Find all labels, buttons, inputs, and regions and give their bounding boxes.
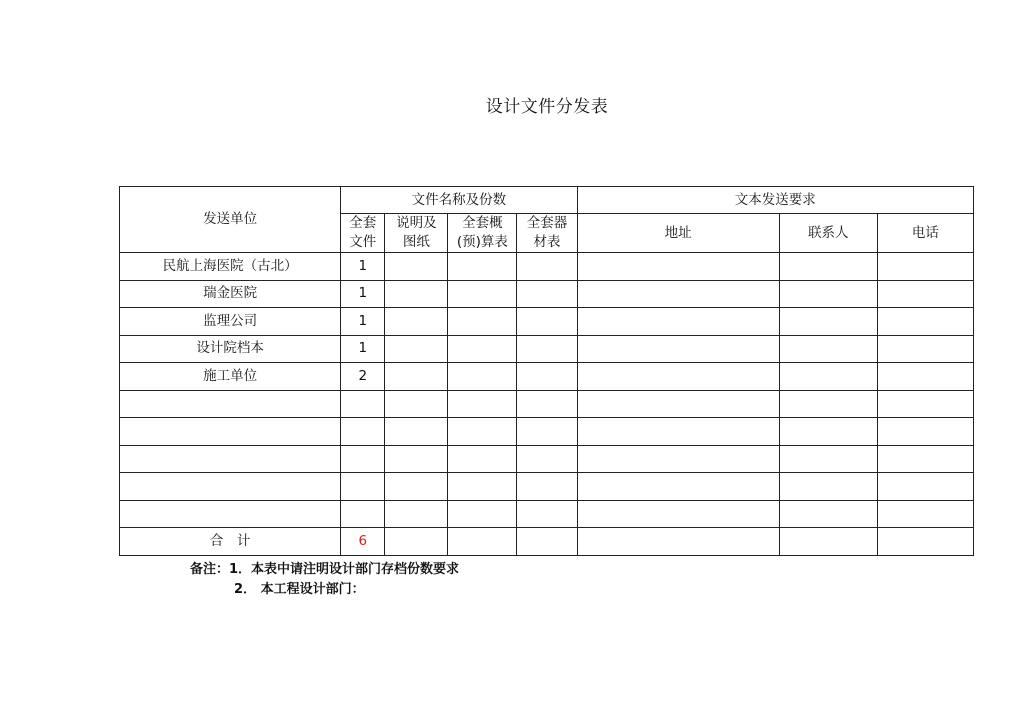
table-cell	[385, 528, 448, 556]
table-cell	[577, 445, 779, 473]
distribution-table	[119, 186, 974, 556]
table-cell	[577, 500, 779, 528]
table-row	[120, 390, 974, 418]
table-row	[120, 500, 974, 528]
row-unit: 设计院档本	[120, 335, 341, 363]
table-cell	[385, 500, 448, 528]
table-cell	[779, 445, 877, 473]
row-full-set-count: 2	[341, 363, 385, 391]
table-cell	[877, 335, 973, 363]
table-cell	[779, 335, 877, 363]
table-cell	[779, 473, 877, 501]
header-phone: 电话	[877, 214, 973, 253]
note-line-2: 2． 本工程设计部门：	[234, 582, 365, 597]
table-cell	[385, 473, 448, 501]
table-cell	[877, 500, 973, 528]
table-cell	[385, 445, 448, 473]
table-cell	[517, 445, 577, 473]
table-cell	[779, 363, 877, 391]
row-full-set-count	[341, 445, 385, 473]
table-cell	[448, 280, 517, 308]
header-full-set: 全套 文件	[341, 214, 385, 253]
table-cell	[385, 390, 448, 418]
table-cell	[385, 335, 448, 363]
table-cell	[877, 473, 973, 501]
header-contact: 联系人	[779, 214, 877, 253]
header-description: 说明及 图纸	[385, 214, 448, 253]
table-cell	[877, 445, 973, 473]
header-address: 地址	[577, 214, 779, 253]
row-full-set-count	[341, 418, 385, 446]
table-cell	[779, 280, 877, 308]
table-cell	[577, 363, 779, 391]
header-send-unit: 发送单位	[120, 187, 341, 253]
row-full-set-count: 1	[341, 280, 385, 308]
table-cell	[385, 418, 448, 446]
table-cell	[779, 500, 877, 528]
table-cell	[779, 418, 877, 446]
table-cell	[877, 528, 973, 556]
table-cell	[517, 280, 577, 308]
header-file-group: 文件名称及份数	[341, 187, 577, 214]
table-cell	[877, 253, 973, 281]
table-row	[120, 335, 974, 363]
row-full-set-count: 1	[341, 253, 385, 281]
note-line-1: 备注：1．本表中请注明设计部门存档份数要求	[190, 562, 460, 577]
total-label: 合 计	[120, 528, 341, 556]
table-cell	[577, 473, 779, 501]
table-cell	[385, 280, 448, 308]
header-send-requirements: 文本发送要求	[577, 187, 974, 214]
row-full-set-count	[341, 390, 385, 418]
table-row	[120, 280, 974, 308]
table-cell	[448, 473, 517, 501]
table-cell	[448, 500, 517, 528]
row-unit	[120, 473, 341, 501]
table-cell	[577, 390, 779, 418]
header-budget: 全套概 (预)算表	[448, 214, 517, 253]
table-cell	[517, 253, 577, 281]
table-row	[120, 418, 974, 446]
row-full-set-count: 1	[341, 308, 385, 336]
table-cell	[577, 528, 779, 556]
table-cell	[877, 390, 973, 418]
table-cell	[448, 418, 517, 446]
table-cell	[577, 280, 779, 308]
table-cell	[577, 418, 779, 446]
table-cell	[517, 363, 577, 391]
table-cell	[577, 308, 779, 336]
table-cell	[517, 390, 577, 418]
row-unit	[120, 445, 341, 473]
row-full-set-count	[341, 473, 385, 501]
row-full-set-count	[341, 500, 385, 528]
row-unit: 监理公司	[120, 308, 341, 336]
table-cell	[877, 363, 973, 391]
header-row-1	[120, 187, 974, 214]
table-cell	[517, 308, 577, 336]
total-value: 6	[341, 528, 385, 556]
table-cell	[385, 308, 448, 336]
header-equipment: 全套器 材表	[517, 214, 577, 253]
table-cell	[448, 335, 517, 363]
table-cell	[448, 308, 517, 336]
row-unit	[120, 390, 341, 418]
table-row	[120, 445, 974, 473]
row-unit: 民航上海医院（古北）	[120, 253, 341, 281]
table-cell	[448, 390, 517, 418]
table-cell	[779, 390, 877, 418]
table-cell	[577, 253, 779, 281]
page-title: 设计文件分发表	[485, 97, 609, 117]
table-cell	[385, 253, 448, 281]
row-full-set-count: 1	[341, 335, 385, 363]
table-cell	[877, 308, 973, 336]
table-cell	[517, 335, 577, 363]
table-cell	[517, 528, 577, 556]
table-cell	[385, 363, 448, 391]
row-unit	[120, 500, 341, 528]
table-row	[120, 363, 974, 391]
table-cell	[779, 528, 877, 556]
table-row	[120, 253, 974, 281]
table-cell	[877, 418, 973, 446]
table-cell	[517, 473, 577, 501]
table-cell	[448, 363, 517, 391]
row-unit	[120, 418, 341, 446]
table-body	[120, 253, 974, 528]
total-row	[120, 528, 974, 556]
table-cell	[448, 253, 517, 281]
table-row	[120, 473, 974, 501]
table-cell	[779, 308, 877, 336]
table-cell	[448, 528, 517, 556]
table-cell	[877, 280, 973, 308]
row-unit: 施工单位	[120, 363, 341, 391]
row-unit: 瑞金医院	[120, 280, 341, 308]
table-cell	[517, 500, 577, 528]
table-cell	[577, 335, 779, 363]
table-cell	[779, 253, 877, 281]
table-cell	[448, 445, 517, 473]
notes	[190, 560, 459, 600]
table-row	[120, 308, 974, 336]
table-cell	[517, 418, 577, 446]
